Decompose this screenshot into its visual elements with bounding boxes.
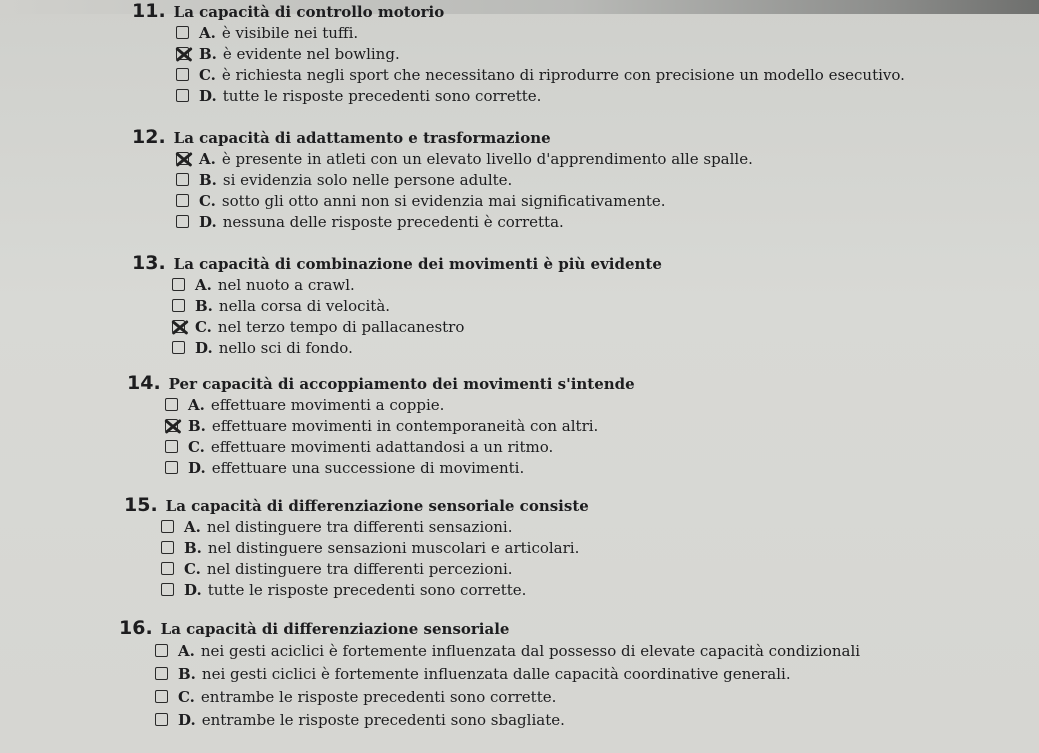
question-16	[119, 617, 860, 731]
checkbox-checked[interactable]	[165, 419, 178, 432]
checkbox[interactable]	[155, 690, 168, 703]
answer-text: nei gesti ciclici è fortemente influenzata dalle capacità coordinative generali.	[201, 664, 791, 683]
checkbox[interactable]	[161, 562, 174, 575]
question-title: La capacità di differenziazione sensoriale	[160, 620, 510, 638]
answer-option[interactable]: B. si evidenzia solo nelle persone adulte.	[176, 169, 753, 190]
answer-option[interactable]: D. tutte le risposte precedenti sono corrette.	[161, 579, 589, 600]
answer-text: si evidenzia solo nelle persone adulte.	[222, 170, 513, 189]
question-title: Per capacità di accoppiamento dei movimenti s'intende	[168, 375, 635, 393]
question-number: 14.	[127, 372, 161, 394]
answer-option[interactable]: B. nel distinguere sensazioni muscolari e articolari.	[161, 537, 589, 558]
answer-option[interactable]: A. è presente in atleti con un elevato livello d'apprendimento alle spalle.	[176, 148, 753, 169]
question-15	[124, 494, 589, 600]
answer-text: nella corsa di velocità.	[218, 296, 391, 315]
answer-text: sotto gli otto anni non si evidenzia mai significativamente.	[221, 191, 666, 210]
answer-option[interactable]: A. è visibile nei tuffi.	[176, 22, 905, 43]
checkbox[interactable]	[172, 278, 185, 291]
checkbox[interactable]	[165, 461, 178, 474]
answer-text: tutte le risposte precedenti sono corrette.	[222, 86, 542, 105]
answer-text: è presente in atleti con un elevato livello d'apprendimento alle spalle.	[221, 149, 753, 168]
question-number: 13.	[132, 252, 166, 274]
checkbox[interactable]	[161, 520, 174, 533]
answer-option[interactable]: C. sotto gli otto anni non si evidenzia mai significativamente.	[176, 190, 753, 211]
answer-option[interactable]: D. tutte le risposte precedenti sono corrette.	[176, 85, 905, 106]
answer-text: nel nuoto a crawl.	[217, 275, 355, 294]
answer-option[interactable]: C. entrambe le risposte precedenti sono corrette.	[155, 685, 860, 708]
answer-text: effettuare movimenti in contemporaneità con altri.	[211, 416, 599, 435]
answer-text: nessuna delle risposte precedenti è corretta.	[222, 212, 564, 231]
checkbox[interactable]	[176, 26, 189, 39]
checkbox[interactable]	[161, 541, 174, 554]
checkbox-checked[interactable]	[172, 320, 185, 333]
checkbox[interactable]	[165, 440, 178, 453]
answer-text: effettuare movimenti a coppie.	[210, 395, 445, 414]
checkbox[interactable]	[176, 68, 189, 81]
question-number: 11.	[132, 0, 166, 22]
checkbox[interactable]	[176, 215, 189, 228]
question-number: 12.	[132, 126, 166, 148]
answer-option[interactable]: C. nel distinguere tra differenti percezioni.	[161, 558, 589, 579]
answer-option[interactable]: A. nel nuoto a crawl.	[172, 274, 662, 295]
answer-option[interactable]: D. entrambe le risposte precedenti sono sbagliate.	[155, 708, 860, 731]
answer-option[interactable]: C. è richiesta negli sport che necessitano di riprodurre con precisione un modello esecutivo.	[176, 64, 905, 85]
checkbox[interactable]	[176, 194, 189, 207]
question-14	[127, 372, 635, 478]
question-title: La capacità di adattamento e trasformazione	[173, 129, 551, 147]
answer-option[interactable]: D. effettuare una successione di movimenti.	[165, 457, 635, 478]
answer-option[interactable]: B. è evidente nel bowling.	[176, 43, 905, 64]
question-12	[132, 126, 753, 232]
answer-option[interactable]: B. effettuare movimenti in contemporaneità con altri.	[165, 415, 635, 436]
question-11	[132, 0, 905, 106]
question-number: 16.	[119, 617, 153, 639]
answer-text: entrambe le risposte precedenti sono sbagliate.	[201, 710, 565, 729]
answer-option[interactable]: B. nei gesti ciclici è fortemente influenzata dalle capacità coordinative generali.	[155, 662, 860, 685]
answer-text: effettuare una successione di movimenti.	[211, 458, 525, 477]
answer-text: effettuare movimenti adattandosi a un ritmo.	[210, 437, 554, 456]
checkbox[interactable]	[172, 341, 185, 354]
answer-option[interactable]: D. nello sci di fondo.	[172, 337, 662, 358]
answer-text: è richiesta negli sport che necessitano di riprodurre con precisione un modello esecutivo.	[221, 65, 905, 84]
question-title: La capacità di controllo motorio	[173, 3, 445, 21]
answer-text: nel distinguere tra differenti sensazioni.	[206, 517, 513, 536]
answer-text: nei gesti aciclici è fortemente influenzata dal possesso di elevate capacità condizionali	[200, 641, 861, 660]
answer-text: nel distinguere sensazioni muscolari e articolari.	[207, 538, 580, 557]
question-title: La capacità di combinazione dei movimenti è più evidente	[173, 255, 662, 273]
answer-text: tutte le risposte precedenti sono corrette.	[207, 580, 527, 599]
answer-option[interactable]: B. nella corsa di velocità.	[172, 295, 662, 316]
checkbox-checked[interactable]	[176, 47, 189, 60]
answer-option[interactable]: A. nei gesti aciclici è fortemente influenzata dal possesso di elevate capacità condizionali	[155, 639, 860, 662]
answer-option[interactable]: A. effettuare movimenti a coppie.	[165, 394, 635, 415]
answer-option[interactable]: D. nessuna delle risposte precedenti è corretta.	[176, 211, 753, 232]
checkbox[interactable]	[165, 398, 178, 411]
answer-text: nello sci di fondo.	[218, 338, 353, 357]
checkbox[interactable]	[155, 644, 168, 657]
question-title: La capacità di differenziazione sensoriale consiste	[165, 497, 589, 515]
answer-text: è evidente nel bowling.	[222, 44, 400, 63]
checkbox[interactable]	[172, 299, 185, 312]
checkbox[interactable]	[161, 583, 174, 596]
answer-text: entrambe le risposte precedenti sono corrette.	[200, 687, 557, 706]
answer-option[interactable]: C. effettuare movimenti adattandosi a un ritmo.	[165, 436, 635, 457]
checkbox-checked[interactable]	[176, 152, 189, 165]
answer-text: nel terzo tempo di pallacanestro	[217, 317, 465, 336]
checkbox[interactable]	[176, 173, 189, 186]
question-13	[132, 252, 662, 358]
answer-text: nel distinguere tra differenti percezioni.	[206, 559, 513, 578]
question-number: 15.	[124, 494, 158, 516]
checkbox[interactable]	[155, 667, 168, 680]
answer-text: è visibile nei tuffi.	[221, 23, 359, 42]
checkbox[interactable]	[176, 89, 189, 102]
answer-option[interactable]: A. nel distinguere tra differenti sensazioni.	[161, 516, 589, 537]
answer-option[interactable]: C. nel terzo tempo di pallacanestro	[172, 316, 662, 337]
checkbox[interactable]	[155, 713, 168, 726]
